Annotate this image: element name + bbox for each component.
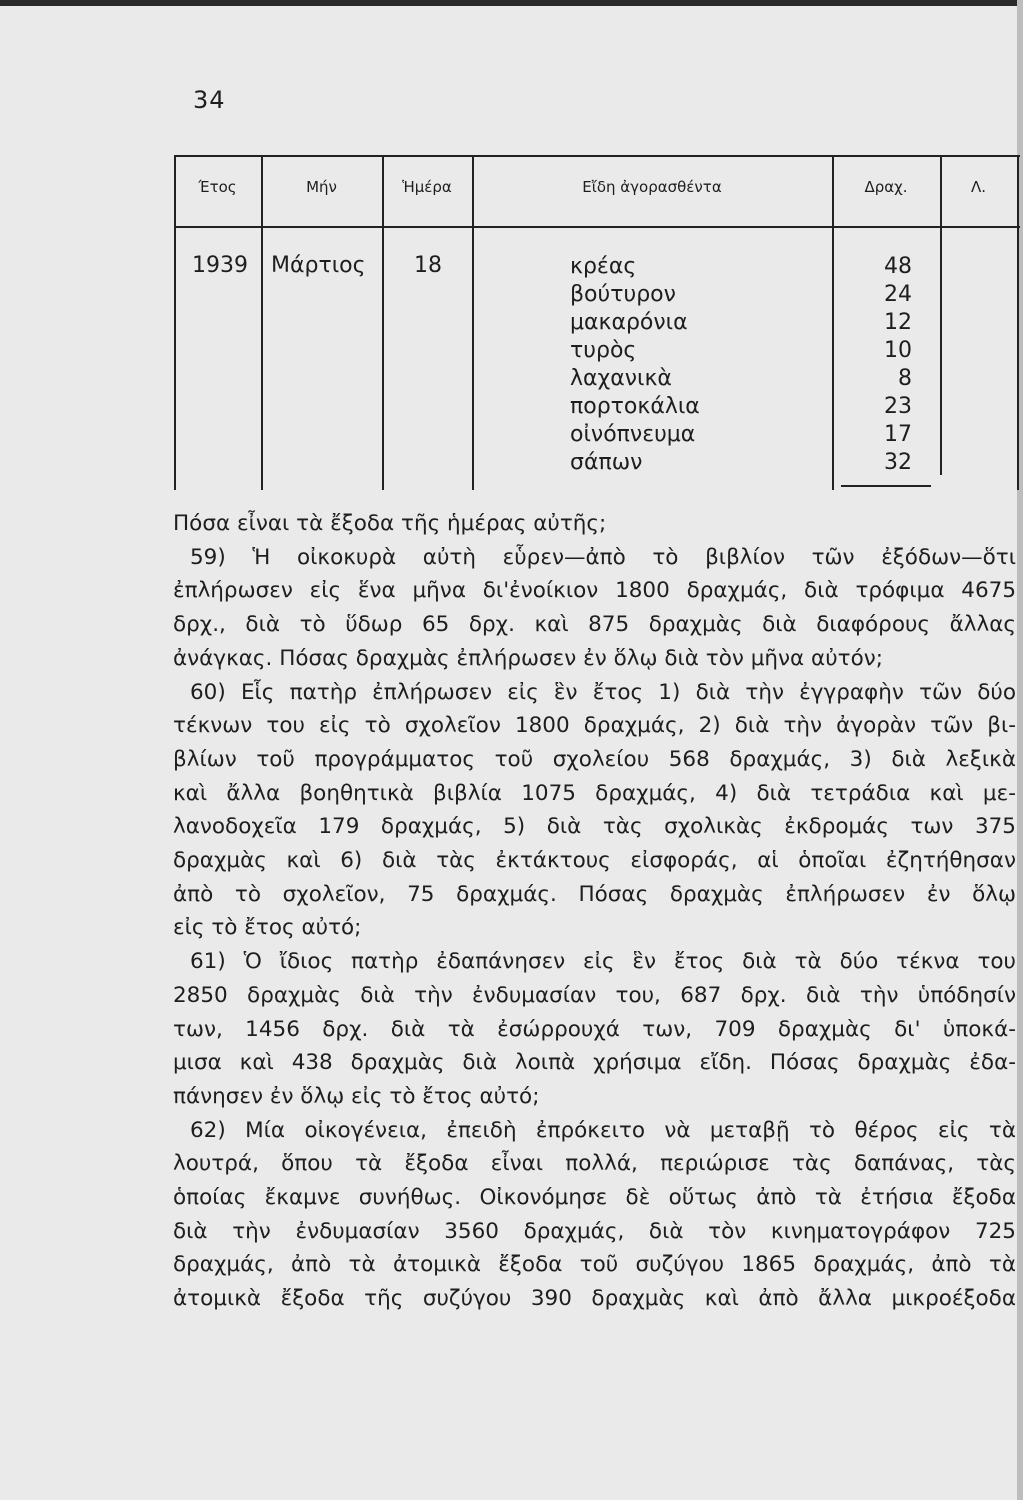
header-day: Ἡμέρα — [402, 178, 452, 196]
total-underline — [841, 485, 931, 487]
problem-59-line: ἐπλήρωσεν εἰς ἕνα μῆνα δι'ἐνοίκιον 1800 δραχμάς, διὰ τρόφιμα 4675 — [173, 578, 1016, 604]
table-top-rule — [174, 155, 1020, 157]
problem-59-line: ἀνάγκας. Πόσας δραχμὰς ἐπλήρωσεν ἐν ὅλῳ διὰ τὸν μῆνα αὐτόν; — [173, 645, 883, 671]
amount-value: 32 — [884, 450, 912, 475]
problem-62-line: ὁποίας ἔκαμνε συνήθως. Οἰκονόμησε δὲ οὕτως ἀπὸ τὰ ἐτήσια ἔξοδα — [173, 1185, 1016, 1211]
problem-60-line: εἰς τὸ ἔτος αὐτό; — [173, 915, 362, 941]
col-rule-right — [1017, 155, 1019, 490]
list-item: πορτοκάλια — [570, 394, 700, 419]
header-year: Έτος — [198, 178, 237, 196]
problem-60-line: τέκνων του εἰς τὸ σχολεῖον 1800 δραχμάς, 2) διὰ τὴν ἀγορὰν τῶν βι- — [173, 713, 1016, 739]
header-drachmas: Δραχ. — [864, 178, 908, 196]
list-item: μακαρόνια — [570, 310, 688, 335]
amount-value: 8 — [898, 366, 912, 391]
header-lepta: Λ. — [970, 178, 987, 196]
col-rule-5 — [940, 155, 942, 475]
problem-59-line: δρχ., διὰ τὸ ὕδωρ 65 δρχ. καὶ 875 δραχμὰς διὰ διαφόρους ἄλλας — [173, 612, 1016, 638]
problem-59-line: 59) Ἡ οἰκοκυρὰ αὐτὴ εὗρεν—ἀπὸ τὸ βιβλίον τῶν ἐξόδων—ὅτι — [190, 544, 1016, 570]
col-rule-1 — [261, 155, 263, 490]
cell-day: 18 — [414, 253, 442, 278]
problem-62-line: διὰ τὴν ἐνδυμασίαν 3560 δραχμάς, διὰ τὸν κινηματογράφον 725 — [173, 1218, 1016, 1244]
amount-value: 17 — [884, 422, 912, 447]
problem-62-line: δραχμάς, ἀπὸ τὰ ἀτομικὰ ἔξοδα τοῦ συζύγου 1865 δραχμάς, ἀπὸ τὰ — [173, 1252, 1016, 1278]
header-month: Μήν — [306, 178, 337, 196]
list-item: κρέας — [570, 254, 637, 279]
list-item: βούτυρον — [570, 282, 676, 307]
list-item: τυρὸς — [570, 338, 637, 363]
problem-61-line: πάνησεν ἐν ὅλῳ εἰς τὸ ἔτος αὐτό; — [173, 1083, 540, 1109]
problem-61-line: 61) Ὁ ἴδιος πατὴρ ἐδαπάνησεν εἰς ἓν ἔτος διὰ τὰ δύο τέκνα του — [190, 949, 1016, 975]
amount-value: 23 — [884, 394, 912, 419]
problem-62-line: λουτρά, ὅπου τὰ ἔξοδα εἶναι πολλά, περιώρισε τὰς δαπάνας, τὰς — [173, 1151, 1016, 1177]
list-item: οἰνόπνευμα — [570, 422, 696, 447]
col-rule-2 — [382, 155, 384, 490]
problem-61-line: μισα καὶ 438 δραχμὰς διὰ λοιπὰ χρήσιμα εἴδη. Πόσας δραχμὰς ἐδα- — [173, 1050, 1016, 1076]
table-header-rule — [174, 226, 1020, 228]
problem-62-line: ἀτομικὰ ἔξοδα τῆς συζύγου 390 δραχμὰς καὶ ἀπὸ ἄλλα μικροέξοδα — [173, 1286, 1016, 1312]
drachma-amounts-list — [842, 253, 912, 477]
problem-60-line: καὶ ἄλλα βοηθητικὰ βιβλία 1075 δραχμάς, 4) διὰ τετράδια καὶ με- — [173, 780, 1016, 806]
amount-value: 10 — [884, 338, 912, 363]
problem-60-line: ἀπὸ τὸ σχολεῖον, 75 δραχμάς. Πόσας δραχμὰς ἐπλήρωσεν ἐν ὅλῳ — [173, 881, 1016, 907]
purchased-items-list — [570, 253, 700, 477]
problem-60-line: 60) Εἷς πατὴρ ἐπλήρωσεν εἰς ἓν ἔτος 1) διὰ τὴν ἐγγραφὴν τῶν δύο — [190, 679, 1016, 705]
amount-value: 12 — [884, 310, 912, 335]
problem-60-line: λανοδοχεῖα 179 δραχμάς, 5) διὰ τὰς σχολικὰς ἐκδρομάς των 375 — [173, 814, 1016, 840]
col-rule-left — [174, 155, 176, 490]
problem-text-body — [173, 507, 1016, 1316]
daily-expense-question: Πόσα εἶναι τὰ ἔξοδα τῆς ἡμέρας αὐτῆς; — [173, 511, 607, 536]
cell-year: 1939 — [192, 253, 248, 278]
problem-62-line: 62) Μία οἰκογένεια, ἐπειδὴ ἐπρόκειτο νὰ μεταβῇ τὸ θέρος εἰς τὰ — [190, 1117, 1016, 1143]
amount-value: 48 — [884, 254, 912, 279]
page-number: 34 — [193, 86, 226, 114]
expense-ledger-table — [174, 155, 1020, 490]
col-rule-4 — [832, 155, 834, 490]
amount-value: 24 — [884, 282, 912, 307]
header-items: Εἴδη ἀγορασθέντα — [582, 178, 722, 196]
cell-month: Μάρτιος — [271, 253, 366, 278]
problem-60-line: δραχμὰς καὶ 6) διὰ τὰς ἐκτάκτους εἰσφοράς, αἱ ὁποῖαι ἐζητήθησαν — [173, 848, 1016, 874]
list-item: λαχανικὰ — [570, 366, 672, 391]
problem-60-line: βλίων τοῦ προγράμματος τοῦ σχολείου 568 δραχμάς, 3) διὰ λεξικὰ — [173, 746, 1016, 772]
col-rule-3 — [472, 155, 474, 490]
list-item: σάπων — [570, 450, 643, 475]
problem-61-line: των, 1456 δρχ. διὰ τὰ ἐσώρρουχά των, 709 δραχμὰς δι' ὑποκά- — [173, 1016, 1016, 1042]
problem-61-line: 2850 δραχμὰς διὰ τὴν ἐνδυμασίαν του, 687 δρχ. διὰ τὴν ὑπόδησίν — [173, 982, 1016, 1008]
